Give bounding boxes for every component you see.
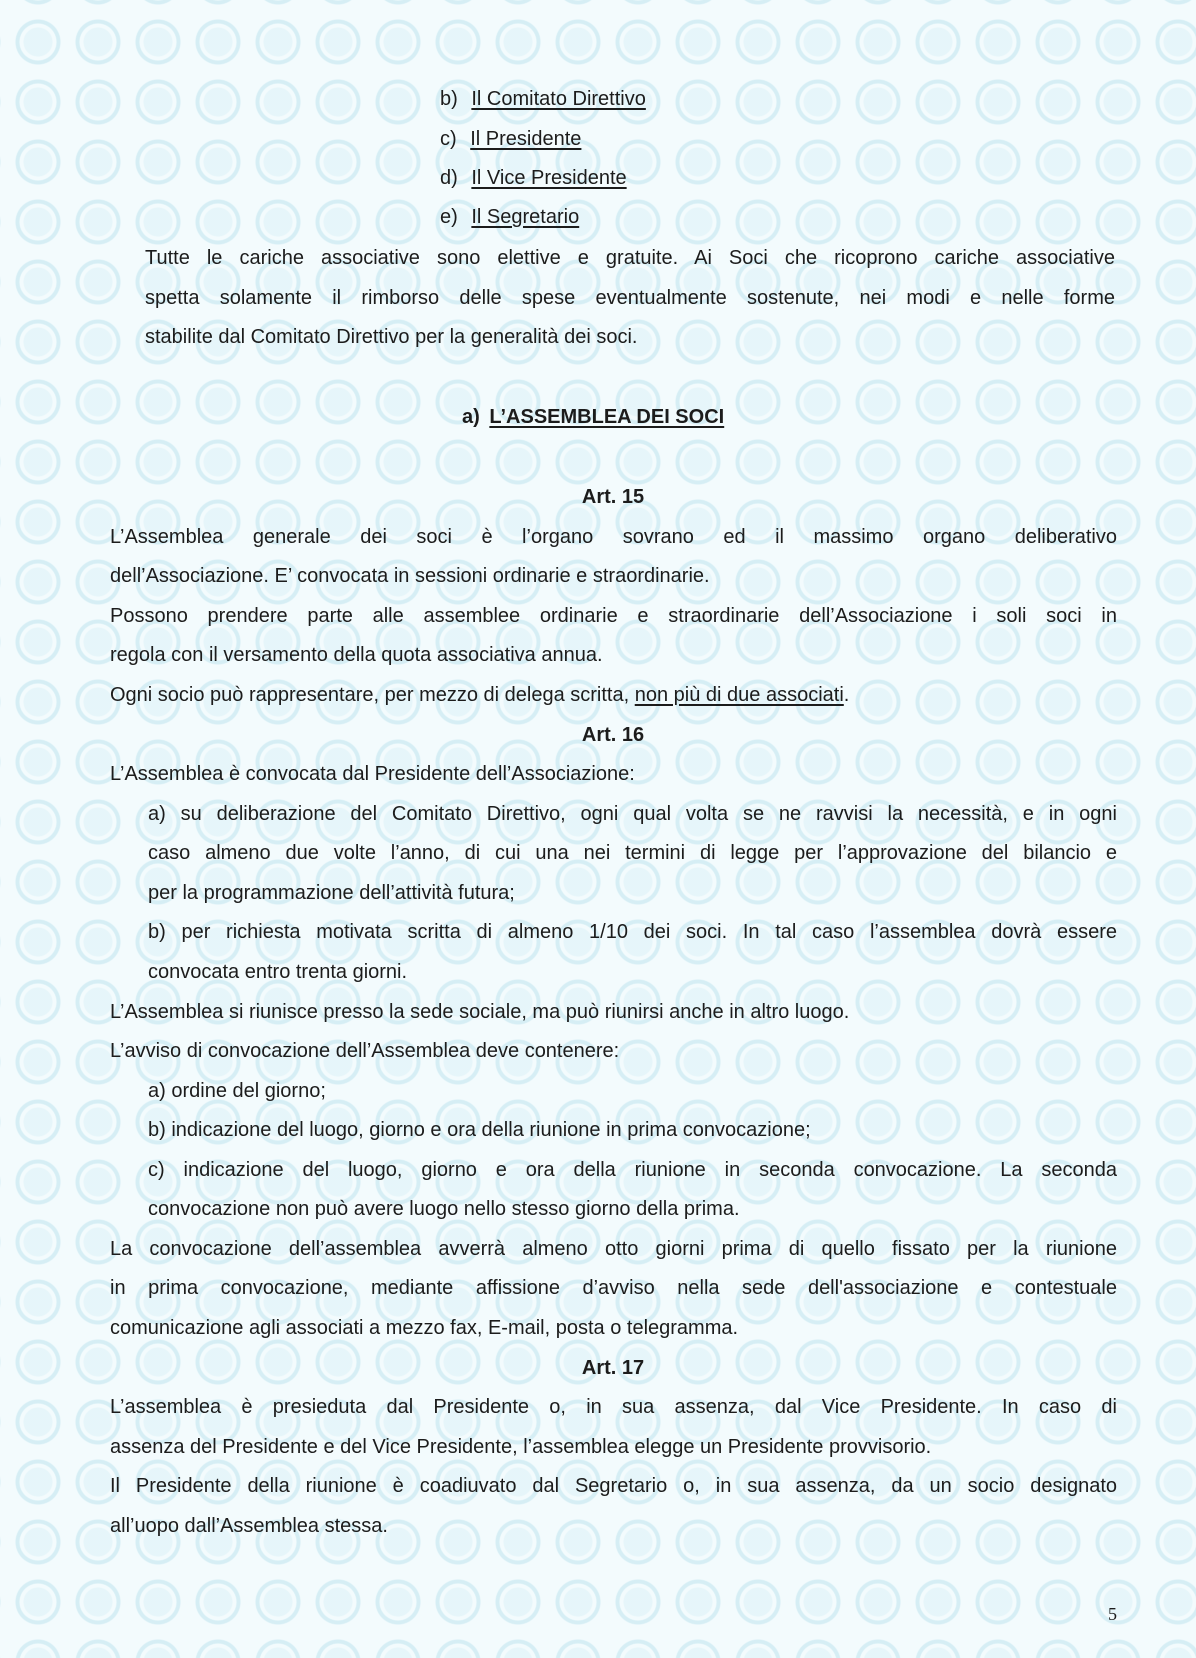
- list-item: [440, 204, 579, 230]
- list-item-text: Il Segretario: [471, 206, 580, 228]
- list-item-continuation: per la programmazione dell’attività futura;: [148, 882, 515, 904]
- paragraph-line: [110, 682, 849, 708]
- section-marker: a): [462, 406, 480, 428]
- paragraph-line: dell’Associazione. E’ convocata in sessioni ordinarie e straordinarie.: [110, 565, 710, 587]
- list-item: [440, 165, 627, 191]
- list-item: b) indicazione del luogo, giorno e ora della riunione in prima convocazione;: [148, 1119, 811, 1141]
- list-item: a) ordine del giorno;: [148, 1080, 326, 1102]
- section-title: L’ASSEMBLEA DEI SOCI: [489, 406, 725, 428]
- paragraph-line: comunicazione agli associati a mezzo fax, E-mail, posta o telegramma.: [110, 1317, 739, 1339]
- paragraph-line: L’avviso di convocazione dell’Assemblea deve contenere:: [110, 1040, 620, 1062]
- paragraph-line: Il Presidente della riunione è coadiuvato dal Segretario o, in sua assenza, da un socio designato: [110, 1475, 1117, 1497]
- list-item-continuation: convocazione non può avere luogo nello stesso giorno della prima.: [148, 1198, 740, 1220]
- list-item: [440, 126, 581, 152]
- list-item-continuation: caso almeno due volte l’anno, di cui una nei termini di legge per l’approvazione del bilancio e: [148, 842, 1117, 864]
- page-number: 5: [1108, 1604, 1117, 1624]
- paragraph-line: Tutte le cariche associative sono elettive e gratuite. Ai Soci che ricoprono cariche associative: [145, 247, 1115, 269]
- paragraph-line: La convocazione dell’assemblea avverrà almeno otto giorni prima di quello fissato per la riunione: [110, 1238, 1117, 1260]
- list-item: [440, 86, 646, 112]
- list-item: a) su deliberazione del Comitato Direttivo, ogni qual volta se ne ravvisi la necessità, e in ogni: [148, 803, 1117, 825]
- delegation-text: Ogni socio può rappresentare, per mezzo di delega scritta,: [110, 684, 635, 706]
- paragraph-line: regola con il versamento della quota associativa annua.: [110, 644, 603, 666]
- list-item-text: Il Presidente: [470, 128, 582, 150]
- list-marker: d): [440, 167, 458, 189]
- article-heading: Art. 15: [581, 486, 645, 508]
- paragraph-line: L’Assemblea è convocata dal Presidente dell’Associazione:: [110, 763, 635, 785]
- list-item-continuation: convocata entro trenta giorni.: [148, 961, 408, 983]
- paragraph-line: all’uopo dall’Assemblea stessa.: [110, 1515, 388, 1537]
- paragraph-line: in prima convocazione, mediante affissione d’avviso nella sede dell'associazione e contestuale: [110, 1277, 1117, 1299]
- list-item-text: Il Comitato Direttivo: [471, 88, 646, 110]
- list-marker: b): [440, 88, 458, 110]
- paragraph-line: L’assemblea è presieduta dal Presidente o, in sua assenza, dal Vice Presidente. In caso di: [110, 1396, 1117, 1418]
- paragraph-line: L’Assemblea si riunisce presso la sede sociale, ma può riunirsi anche in altro luogo.: [110, 1001, 850, 1023]
- list-item: c) indicazione del luogo, giorno e ora della riunione in seconda convocazione. La seconda: [148, 1159, 1117, 1181]
- article-heading: Art. 17: [581, 1357, 645, 1379]
- delegation-end: .: [843, 684, 850, 706]
- article-heading: Art. 16: [581, 724, 645, 746]
- section-heading: [462, 404, 724, 430]
- paragraph-line: stabilite dal Comitato Direttivo per la generalità dei soci.: [145, 326, 638, 348]
- paragraph-line: assenza del Presidente e del Vice Presidente, l’assemblea elegge un Presidente provvisorio.: [110, 1436, 932, 1458]
- list-item-text: Il Vice Presidente: [471, 167, 627, 189]
- list-item: b) per richiesta motivata scritta di almeno 1/10 dei soci. In tal caso l’assemblea dovrà essere: [148, 921, 1117, 943]
- delegation-limit: non più di due associati: [634, 684, 844, 706]
- paragraph-line: L’Assemblea generale dei soci è l’organo sovrano ed il massimo organo deliberativo: [110, 526, 1117, 548]
- list-marker: e): [440, 206, 458, 228]
- list-marker: c): [440, 128, 457, 150]
- paragraph-line: spetta solamente il rimborso delle spese eventualmente sostenute, nei modi e nelle forme: [145, 287, 1115, 309]
- paragraph-line: Possono prendere parte alle assemblee ordinarie e straordinarie dell’Associazione i soli soci in: [110, 605, 1117, 627]
